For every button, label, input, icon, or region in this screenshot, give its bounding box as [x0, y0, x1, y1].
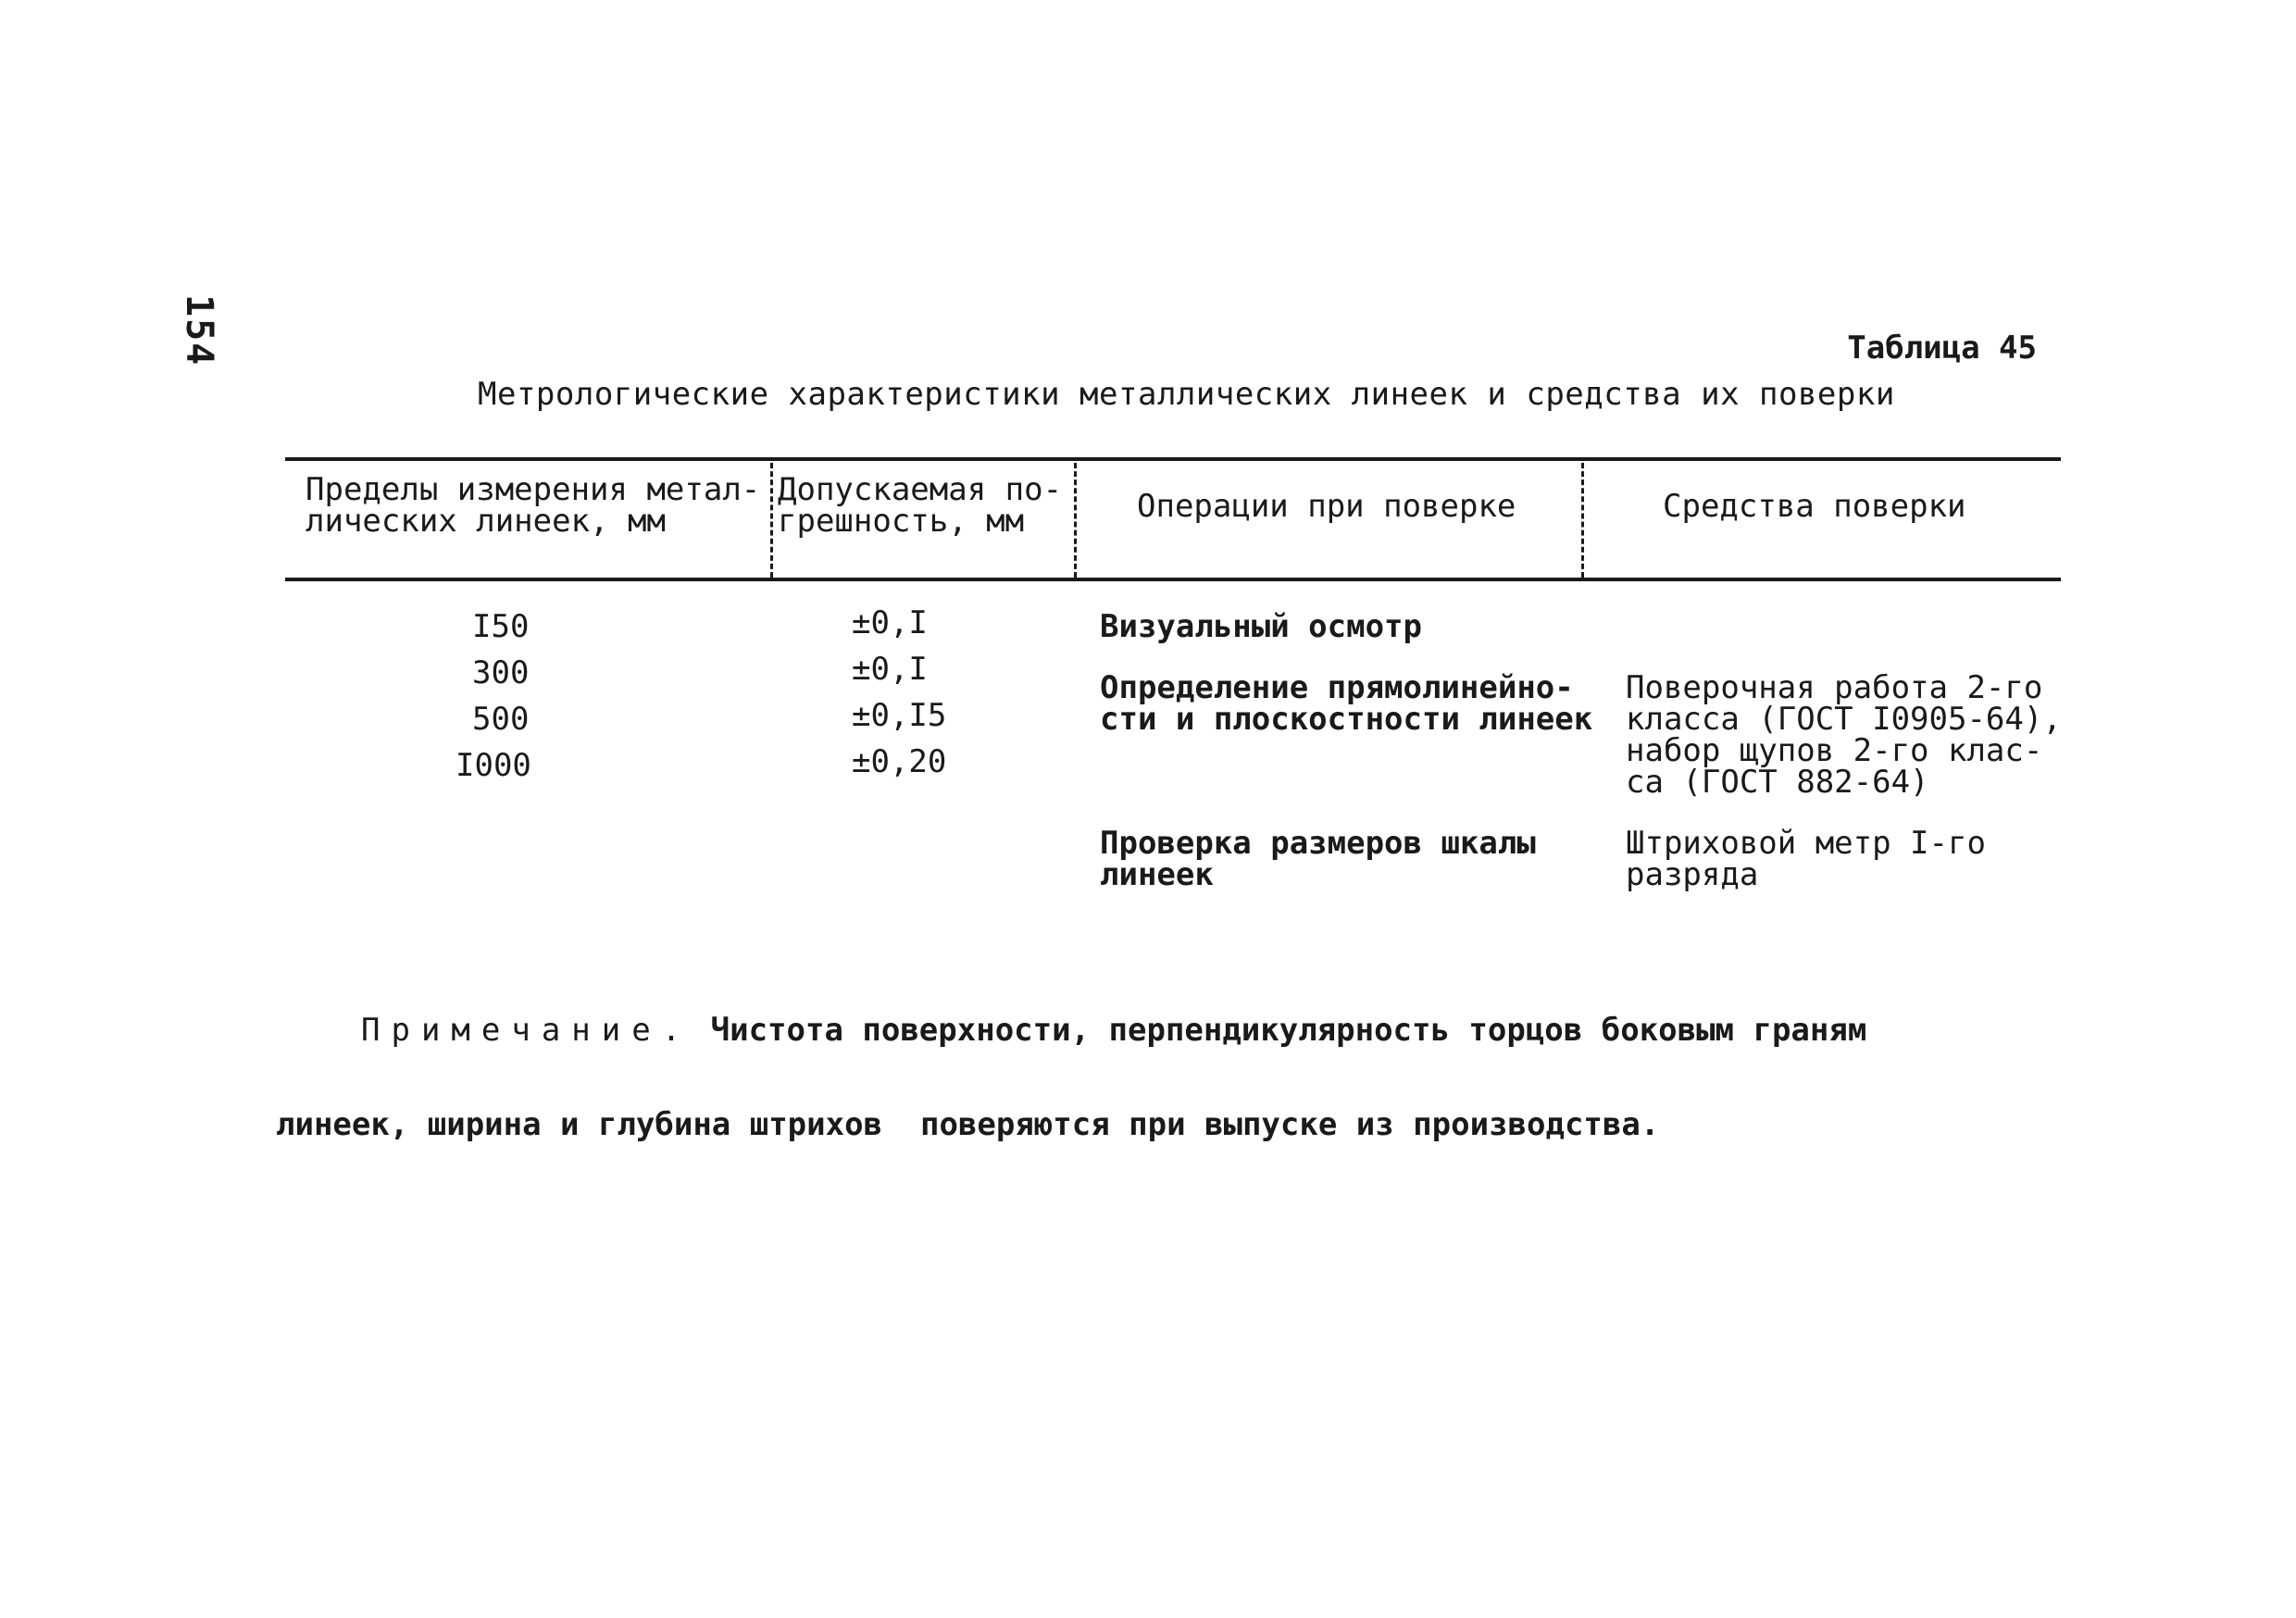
column-header-limits: Пределы измерения метал- лических линеек, мм — [306, 471, 761, 540]
error-cell: ±0,I — [852, 604, 928, 641]
table-header-rule — [285, 578, 2061, 581]
column-divider — [1074, 463, 1077, 578]
error-cell: ±0,I — [852, 651, 928, 688]
table-note — [276, 952, 1867, 1172]
column-header-error: Допускаемая по- грешность, мм — [778, 471, 1063, 540]
column-header-means: Средства поверки — [1663, 488, 1966, 525]
note-text-line-2: линеек, ширина и глубина штрихов поверяются при выпуске из производства. — [276, 1106, 1660, 1143]
means-cell: Штриховой метр I-го разряда — [1626, 825, 1986, 893]
column-divider — [1581, 463, 1584, 578]
limit-cell: 500 — [472, 701, 530, 738]
limit-cell: I50 — [472, 608, 530, 645]
limit-cell: I000 — [455, 747, 531, 784]
column-divider — [770, 463, 773, 578]
note-text-line-1: Чистота поверхности, перпендикулярность торцов боковым граням — [692, 1012, 1867, 1049]
error-cell: ±0,20 — [852, 743, 947, 780]
table-label: Таблица 45 — [1847, 330, 2037, 367]
note-line-1 — [361, 1012, 1867, 1049]
note-label: Примечание. — [361, 1012, 693, 1049]
table-title: Метрологические характеристики металлических линеек и средства их поверки — [478, 376, 1895, 413]
table-top-rule — [285, 457, 2061, 461]
column-header-operations: Операции при поверке — [1137, 488, 1516, 525]
error-cell: ±0,I5 — [852, 697, 947, 734]
operation-cell: Определение прямолинейно- сти и плоскостности линеек — [1100, 669, 1593, 738]
means-cell: Поверочная работа 2-го класса (ГОСТ I0905-64), набор щупов 2-го клас- са (ГОСТ 882-64) — [1626, 669, 2062, 801]
operation-cell: Визуальный осмотр — [1100, 608, 1422, 645]
page-number: 154 — [178, 294, 220, 367]
limit-cell: 300 — [472, 654, 530, 691]
operation-cell: Проверка размеров шкалы линеек — [1100, 825, 1536, 893]
